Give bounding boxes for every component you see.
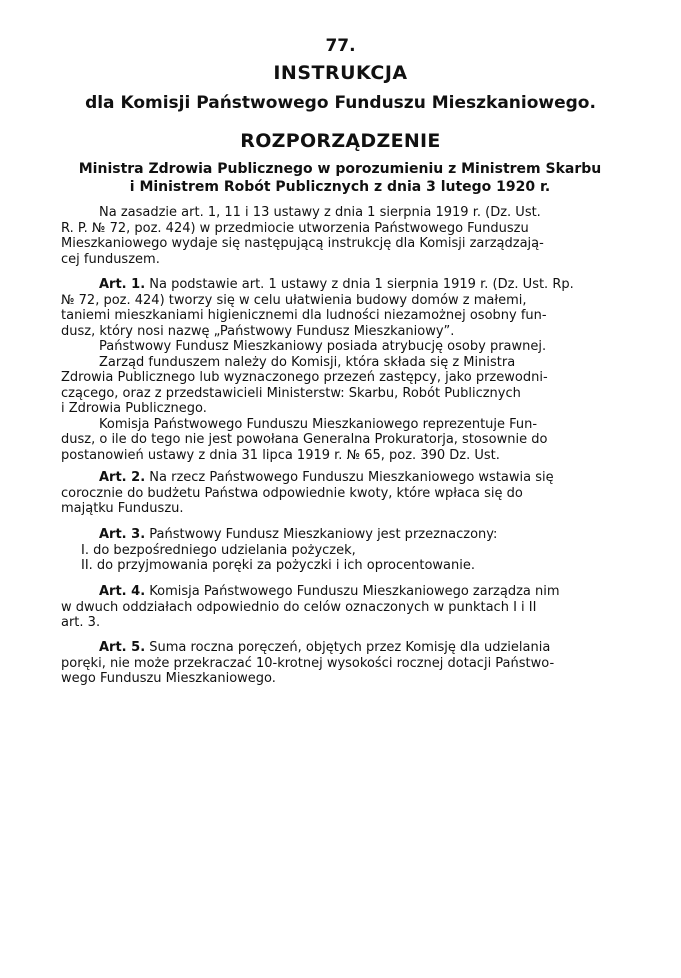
text-line: R. P. № 72, poz. 424) w przedmiocie utworzenia Państwowego Funduszu	[61, 220, 529, 236]
article-label: Art. 4.	[99, 584, 146, 599]
decree-heading	[61, 160, 619, 196]
list-item: I. do bezpośredniego udzielania pożyczek,	[81, 542, 356, 558]
article-label: Art. 5.	[99, 640, 146, 655]
text-line: dusz, który nosi nazwę „Państwowy Fundusz Mieszkaniowy”.	[61, 323, 455, 339]
text-line: Zarząd funduszem należy do Komisji, która składa się z Ministra	[99, 354, 516, 370]
intro-paragraph	[61, 205, 619, 267]
text-line: czącego, oraz z przedstawicieli Ministerstw: Skarbu, Robót Publicznych	[61, 385, 521, 401]
text-line: wego Funduszu Mieszkaniowego.	[61, 671, 276, 686]
text-line: i Zdrowia Publicznego.	[61, 401, 207, 416]
article-4	[61, 584, 619, 631]
text-line: corocznie do budżetu Państwa odpowiednie kwoty, które wpłaca się do	[61, 485, 523, 501]
decree-heading-line: i Ministrem Robót Publicznych z dnia 3 lutego 1920 r.	[129, 179, 551, 195]
text-line: w dwuch oddziałach odpowiednio do celów oznaczonych w punktach I i II	[61, 599, 537, 615]
section-title: ROZPORZĄDZENIE	[240, 130, 441, 152]
document-subtitle: dla Komisji Państwowego Funduszu Mieszkaniowego.	[85, 93, 596, 113]
article-3	[61, 527, 619, 574]
text-line: Zdrowia Publicznego lub wyznaczonego przezeń zastępcy, jako przewodni-	[61, 370, 548, 385]
article-5	[61, 640, 619, 687]
text-line: art. 3.	[61, 615, 101, 630]
article-1	[61, 277, 619, 463]
article-label: Art. 3.	[99, 527, 146, 542]
text-line: Mieszkaniowego wydaje się następującą instrukcję dla Komisji zarządzają-	[61, 236, 544, 251]
text-line: poręki, nie może przekraczać 10-krotnej wysokości rocznej dotacji Państwo-	[61, 655, 555, 671]
text-line: majątku Funduszu.	[61, 501, 184, 516]
page-number: 77.	[325, 36, 356, 56]
text-line: № 72, poz. 424) tworzy się w celu ułatwienia budowy domów z małemi,	[61, 292, 527, 308]
text-line: Komisja Państwowego Funduszu Mieszkaniowego reprezentuje Fun-	[99, 416, 538, 432]
list-item: II. do przyjmowania poręki za pożyczki i ich oprocentowanie.	[81, 558, 475, 573]
text-line: Na podstawie art. 1 ustawy z dnia 1 sierpnia 1919 r. (Dz. Ust. Rp.	[149, 277, 574, 292]
text-line: Suma roczna poręczeń, objętych przez Komisję dla udzielania	[149, 640, 551, 655]
text-line: Państwowy Fundusz Mieszkaniowy posiada atrybucję osoby prawnej.	[99, 339, 547, 354]
article-2	[61, 470, 619, 517]
text-line: Na zasadzie art. 1, 11 i 13 ustawy z dnia 1 sierpnia 1919 r. (Dz. Ust.	[99, 205, 541, 220]
text-line: taniemi mieszkaniami higienicznemi dla ludności niezamożnej osobny fun-	[61, 308, 547, 323]
text-line: dusz, o ile do tego nie jest powołana Generalna Prokuratorja, stosownie do	[61, 432, 548, 447]
text-line: Na rzecz Państwowego Funduszu Mieszkaniowego wstawia się	[149, 470, 554, 485]
document-title: INSTRUKCJA	[273, 62, 408, 84]
text-line: cej funduszem.	[61, 251, 160, 267]
decree-heading-line: Ministra Zdrowia Publicznego w porozumieniu z Ministrem Skarbu	[78, 161, 602, 177]
article-label: Art. 2.	[99, 470, 146, 485]
text-line: postanowień ustawy z dnia 31 lipca 1919 r. № 65, poz. 390 Dz. Ust.	[61, 447, 500, 463]
text-line: Komisja Państwowego Funduszu Mieszkaniowego zarządza nim	[149, 584, 560, 599]
text-line: Państwowy Fundusz Mieszkaniowy jest przeznaczony:	[149, 527, 498, 542]
article-label: Art. 1.	[99, 277, 146, 292]
